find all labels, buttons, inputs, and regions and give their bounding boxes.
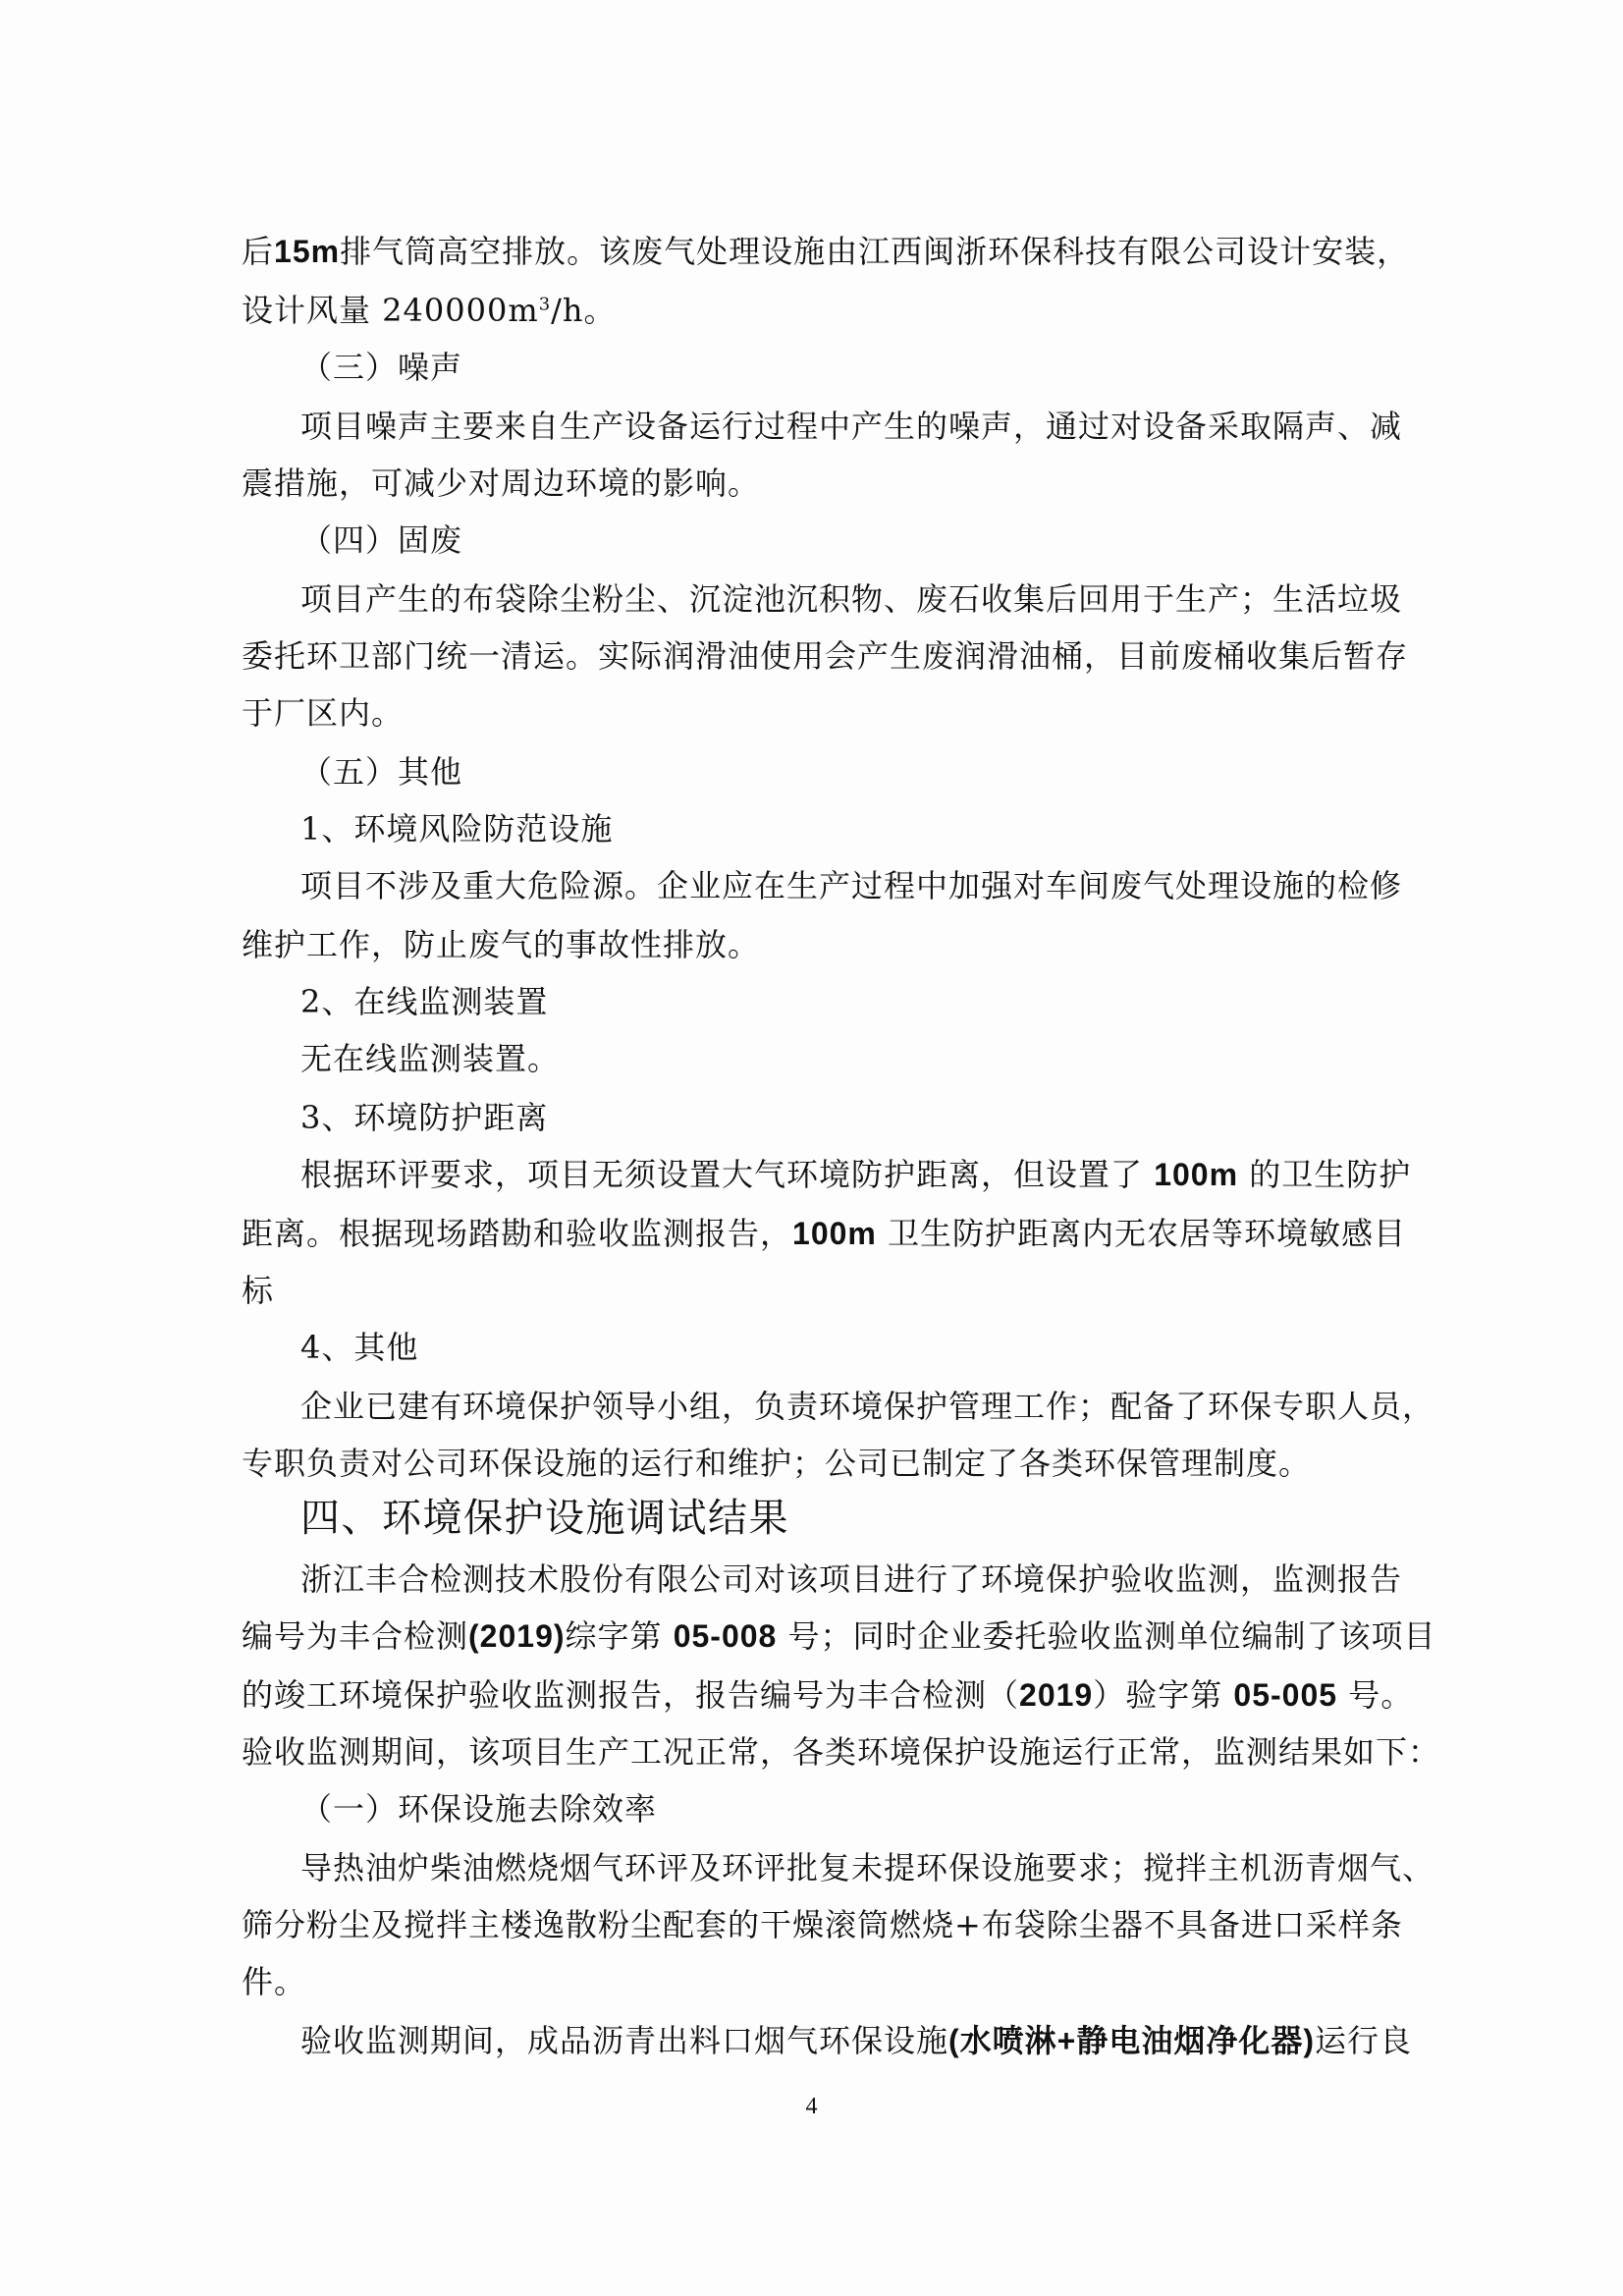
section-heading: （一）环保设施去除效率 — [300, 1790, 658, 1828]
text-line: 根据环评要求，项目无须设置大气环境防护距离，但设置了 100m 的卫生防护 — [300, 1156, 1412, 1193]
text-line: 浙江丰合检测技术股份有限公司对该项目进行了环境保护验收监测，监测报告 — [300, 1560, 1403, 1598]
section-heading: （五）其他 — [300, 753, 463, 791]
text-line: 于厂区内。 — [242, 694, 405, 732]
text-line: 设计风量 $240000m^3/h$。 — [242, 292, 617, 329]
text-line: 编号为丰合检测(2019)综字第 05-008 号；同时企业委托验收监测单位编制了该项目 — [242, 1617, 1436, 1655]
text-line: 的竣工环境保护验收监测报告，报告编号为丰合检测（2019）验字第 05-005 号。 — [242, 1676, 1414, 1714]
text-line: 委托环卫部门统一清运。实际润滑油使用会产生废润滑油桶，目前废桶收集后暂存 — [242, 637, 1409, 675]
text-line: 企业已建有环境保护领导小组，负责环境保护管理工作；配备了环保专职人员， — [300, 1388, 1435, 1425]
text-line: 标 — [242, 1272, 275, 1309]
text-line: 后15m排气筒高空排放。该废气处理设施由江西闽浙环保科技有限公司设计安装， — [242, 233, 1410, 270]
text-line: 件。 — [242, 1963, 307, 2000]
chapter-heading: 四、环境保护设施调试结果 — [300, 1496, 789, 1541]
text-line: 筛分粉尘及搅拌主楼逸散粉尘配套的干燥滚筒燃烧+布袋除尘器不具备进口采样条 — [242, 1906, 1403, 1943]
section-heading: （三）噪声 — [300, 349, 463, 386]
text-line: 距离。根据现场踏勘和验收监测报告，100m 卫生防护距离内无农居等环境敏感目 — [242, 1215, 1407, 1252]
text-line: 导热油炉柴油燃烧烟气环评及环评批复未提环保设施要求；搅拌主机沥青烟气、 — [300, 1849, 1435, 1886]
text-line: 验收监测期间，该项目生产工况正常，各类环境保护设施运行正常，监测结果如下： — [242, 1733, 1441, 1771]
text-line: 项目产生的布袋除尘粉尘、沉淀池沉积物、废石收集后回用于生产；生活垃圾 — [300, 580, 1403, 618]
subsection-heading: 4、其他 — [300, 1329, 419, 1366]
text-line: 专职负责对公司环保设施的运行和维护；公司已制定了各类环保管理制度。 — [242, 1445, 1312, 1482]
text-line: 项目噪声主要来自生产设备运行过程中产生的噪声，通过对设备采取隔声、减 — [300, 408, 1403, 445]
subsection-heading: 2、在线监测装置 — [300, 983, 549, 1020]
text-line: 验收监测期间，成品沥青出料口烟气环保设施(水喷淋+静电油烟净化器)运行良 — [300, 2022, 1413, 2059]
text-line: 维护工作，防止废气的事故性排放。 — [242, 926, 761, 963]
text-line: 震措施，可减少对周边环境的影响。 — [242, 465, 761, 502]
subsection-heading: 3、环境防护距离 — [300, 1099, 549, 1136]
text-line: 无在线监测装置。 — [300, 1040, 561, 1077]
subsection-heading: 1、环境风险防范设施 — [300, 810, 614, 847]
text-line: 项目不涉及重大危险源。企业应在生产过程中加强对车间废气处理设施的检修 — [300, 867, 1403, 904]
section-heading: （四）固废 — [300, 521, 463, 559]
page-number: 4 — [805, 2094, 818, 2119]
